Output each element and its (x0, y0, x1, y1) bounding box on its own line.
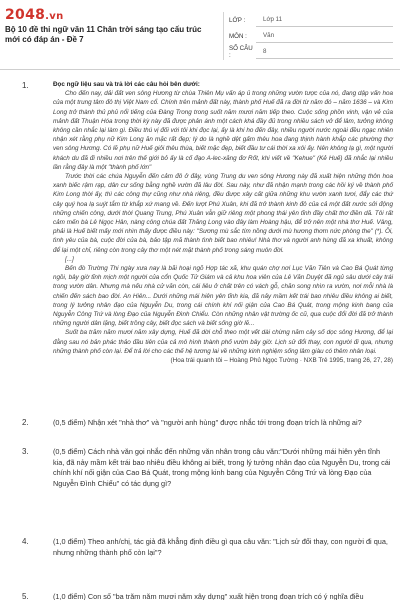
question-number: 3. (22, 447, 29, 456)
meta-value: Lớp 11 (256, 13, 393, 27)
exam-meta (223, 12, 393, 60)
exam-title: Bộ 10 đề thi ngữ văn 11 Chân trời sáng tạo cấu trúc mới có đáp án - Đề 7 (5, 25, 202, 44)
question-number: 4. (22, 537, 29, 546)
meta-row-count (224, 44, 393, 60)
meta-value: Văn (256, 29, 393, 43)
meta-value: 8 (256, 45, 393, 59)
passage-paragraph: Bến đò Trường Thi ngày xưa nay là bãi hoại ngõ Hợp tác xã, khu quán chợ nơi Lục Văn Tiên và Cao Bá Quát từng ngồi, bây giờ tĩnh mịch một người của cổn Quốc Tử Giám và cả khu hoa viên của Lê Văn Duyệt đã ngủ sâu dưới cây trái trong vườn dân. Nhưng mà nếu nhà cử văn còn, cái liêu ở chất trên có vách gỗ, chăn song nhìn ra vườn, nơi mỗi nhà là chiến đến sách bao đời. An Hiên... Dưới những mái hiên yên tĩnh kia, đã nảy mầm kết trái bao nhiêu điều không ai biết, trong lý tưởng nhân đạo của Nguyễn Du, trong cái chính khí nối giận của Cao Bá Quát, trong mộng kinh bang của Nguyễn Công Trứ và lòng Đạo của Nguyễn Đình Chiểu. Còn những nhân vật trường ốc cũ, qua cuộc đổi đời đã trở thành những người dân lặng, biết trồng cây, biết đọc sách và biết sống giờ lẽ... (53, 265, 393, 328)
question-number: 1. (22, 81, 29, 90)
site-logo[interactable] (5, 7, 64, 23)
question-body (53, 80, 393, 365)
question-title: Đọc ngữ liệu sau và trả lời các câu hỏi bên dưới: (53, 81, 200, 88)
logo-tld: .vn (45, 11, 64, 22)
question-text: (1,0 điểm) Con số "ba trăm năm mươi năm xây dựng" xuất hiện trong đoạn trích có ý nghĩa điều (53, 592, 364, 600)
question-text: (0,5 điểm) Cách nhà văn gọi nhắc đến những văn nhân trong câu văn:"Dưới những mái hiên yên tĩnh kia, đã nảy mầm kết trái bao nhiêu điều không ai biết, trong lý tưởng nhân đạo của Nguyễn Du, trong cái chính khí nối giận của Cao Bá Quát, trong mộng kinh bang của Nguyễn Công Trứ và lòng Đạo của Nguyễn Đình Chiểu" có tác dụng gì? (53, 447, 391, 488)
meta-row-subject (224, 28, 393, 44)
question-number: 2. (22, 418, 29, 427)
question-text: (0,5 điểm) Nhận xét "nhà thơ" và "người anh hùng" được nhắc tới trong đoạn trích là những ai? (53, 418, 362, 427)
reading-passage (53, 89, 393, 356)
question-text: (1,0 điểm) Theo anh/chị, tác giả đã khẳng định điều gì qua câu văn: "Lịch sử đổi thay, con người đi qua, nhưng những thành phố còn lại"? (53, 537, 388, 557)
exam-content (0, 70, 400, 600)
passage-source: (Hoa trái quanh tôi – Hoàng Phủ Ngọc Tường · NXB Trẻ 1995, trang 26, 27, 28) (170, 357, 393, 365)
passage-paragraph: Suốt ba trăm năm mươi năm xây dựng, Huế đã dời chỗ theo một vết dài chừng năm cây số dọc sông Hương, để lại đằng sau nó bản phác thảo đầu tiên của cả mô hình thành phố vườn bây giờ. Lịch sử đổi thay, con người đi qua, nhưng những thành phố còn lại. Để trả lời cho các thế hệ tương lai về những kinh nghiệm sống lâm giàu có thêm nhân loại. (53, 329, 393, 355)
meta-key: LỚP : (229, 16, 246, 24)
passage-ellipsis: [...] (65, 255, 74, 263)
meta-row-class (224, 12, 393, 28)
logo-number: 2048 (5, 7, 46, 23)
meta-key: MÔN : (229, 32, 247, 40)
passage-paragraph: Cho đến nay, dải đất ven sông Hương từ chùa Thiên Mụ vấn áp ủ trong những vườn tược của nó, đang dập vấn hoa của một trung tâm đô thị Việt Nam cổ. Chính trên mảnh đất này, thành phố Huế đã ra đời từ năm đó – năm 1636 – và Kim Long trở thành thủ phủ nổi tiếng của Đàng Trong trong suốt năm mươi năm tiếp theo. Cuộc sống phồn vinh, vận vẻ của mảnh đất Thuận Hóa trong thời kỳ này đã được phản ánh một cách khá đầy đủ trong nhiều sách vở để lâm, tưởng không không cần nhắc lại làm gì. Điều thú vị đối với tôi khi đọc lại, ấy là khi ho đến đây, nhiều người nước ngoài đều ngạc nhiên nhận xét rằng phụ nữ Kim Long ăn mặc rất đẹp; lý do là nghề dệt gấm thêu hoa đang thịnh hành khắp các phường thợ ven sông Hương. Có lẽ phụ nữ Huế giỏi thêu thùa, biết mặc đẹp, biết đầu tư cái thời xa xôi ấy. Nên không lạ gì, một người khách du đã đi nhiều nơi trên thế giới bỏ ấy là cố đạo A-lec-xăng đơ Rốt, khi viết về "Kehue" (Kẻ Huế) đã nhắc lại nhiều lần rằng đây là một "thành phố lớn" (53, 90, 393, 171)
meta-key: SỐ CÂU : (229, 45, 253, 59)
passage-paragraph: Trước thời các chúa Nguyễn đến cảm đô ở đây, vùng Trung du ven sông Hương này đã xuất hiện những thôn hoa xanh biếc rậm rạp, dân cư sống bằng nghề vườn đã lâu đời. Sau này, như đã nhận mạnh trong các hồi ký về thành phố Kim Long thời ấy, thì các công thự cũng như nhà riêng, đều được xây cất giữa những khu vườn xanh tươi, đẩy các thứ cây quý hoa lạ suýt tắm từ khắp xứ mang về. Đến lượt Phú Xuân, khi đã trở thành kinh đô của cả một đất nước sởi động những chiến công, dưới thời Quang Trung, Phú Xuân vẫn giữ riêng một phong thái yên tĩnh đầy chất thơ điền dã. Tôi rất cảm mến bà Lê Ngọc Hân, nàng công chúa đất Thăng Long vào đây làm Hoàng hậu, để trở nên một nhà thơ Huế. Vâng, phải là Huế biết mấy mới nhìn thấy được điều này: "Sương mù sắc tím nồng dưới mù hương thơm nức phòng the" (*). Ôi, tình yêu của bà, cuộc đời của bà, bảo tập mã thành tình biết bao nhiêu! Nhà thơ và người anh hùng đã xa khuất, không để lại một chỉ, riêng còn trong cây thơ một nét mặt thành phố trong sáng muôn đời. (53, 173, 393, 254)
question-number: 5. (22, 592, 29, 600)
page-header (0, 0, 400, 70)
